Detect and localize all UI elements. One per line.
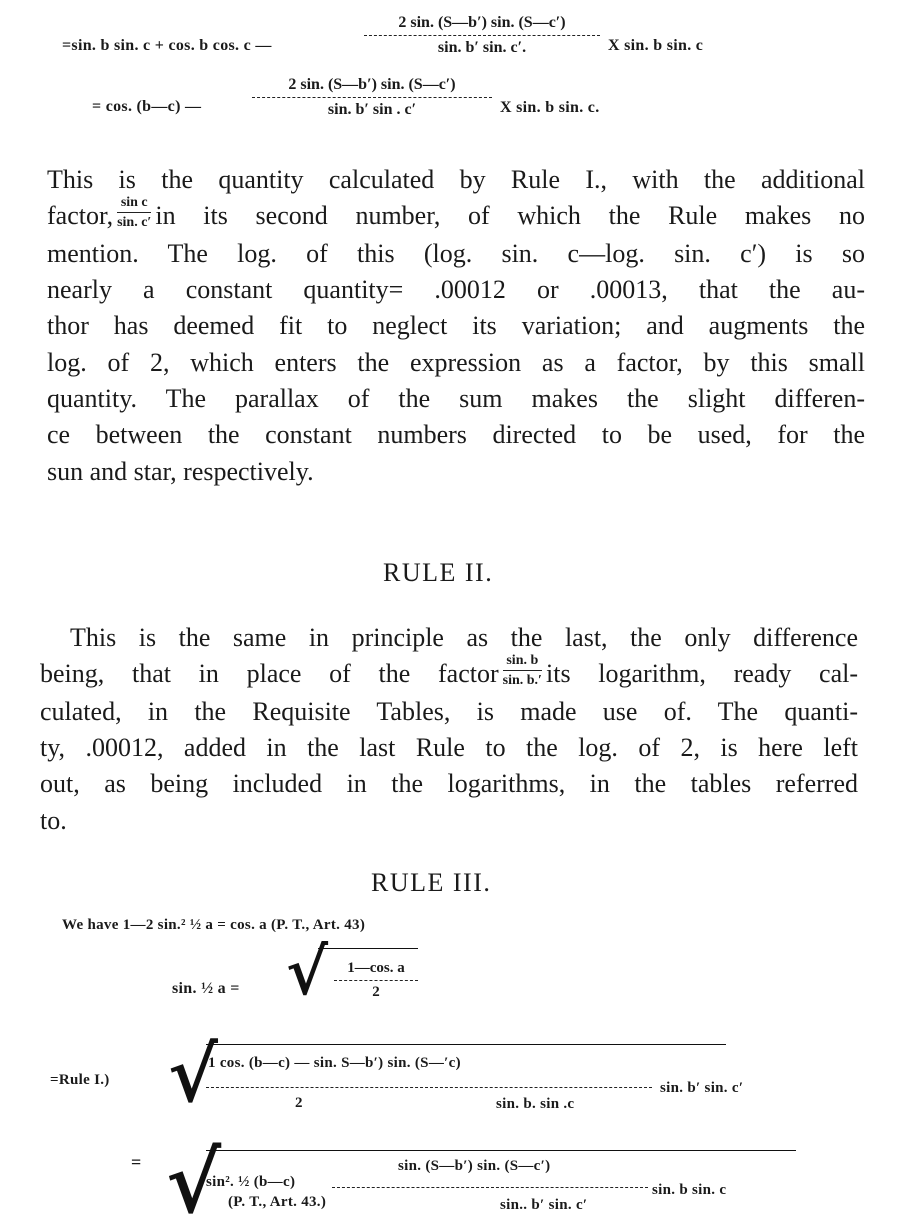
- fraction-bar: [334, 980, 418, 981]
- paragraph-rule-one-commentary: [47, 162, 865, 490]
- fraction-numerator: sin. b: [506, 652, 539, 668]
- square-root-icon: √: [166, 1133, 222, 1232]
- text-line: out, as being included in the logarithms, in the tables referred: [40, 769, 858, 799]
- text-fragment: its logarithm, ready cal-: [546, 659, 858, 689]
- fraction-numerator: 2 sin. (S—b′) sin. (S—c′): [398, 14, 566, 31]
- text-line: [40, 652, 858, 694]
- fraction-denominator: 2: [372, 984, 380, 1000]
- equation-final-denominator: sin.. b′ sin. c′: [500, 1197, 588, 1213]
- text-line: ty, .00012, added in the last Rule to the log. of 2, is here left: [40, 733, 858, 763]
- equation-final-numerator: sin. (S—b′) sin. (S—c′): [398, 1158, 551, 1174]
- equation-rule-one-numerator: 1 cos. (b—c) — sin. S—b′) sin. (S—′c): [208, 1055, 461, 1071]
- equation-top-rhs-2: X sin. b sin. c.: [500, 99, 600, 116]
- fraction-bar: [364, 35, 600, 36]
- square-root-icon: √: [286, 935, 329, 1010]
- radical-vinculum: [206, 1150, 796, 1151]
- text-line: to.: [40, 805, 67, 835]
- square-root-icon: √: [168, 1030, 218, 1119]
- equation-final-lhs: =: [131, 1152, 142, 1172]
- text-line: ce between the constant numbers directed to be used, for the: [47, 420, 865, 450]
- inline-fraction: [503, 653, 542, 688]
- equation-rule-one-denominator-right: sin. b. sin .c: [496, 1096, 575, 1112]
- text-fragment: being, that in place of the factor: [40, 659, 499, 689]
- text-line: culated, in the Requisite Tables, is made use of. The quanti-: [40, 696, 858, 726]
- equation-top-lhs-1: =sin. b sin. c + cos. b cos. c —: [62, 37, 272, 54]
- equation-rule-one-tail: sin. b′ sin. c′: [660, 1080, 744, 1096]
- text-line: nearly a constant quantity= .00012 or .00013, that the au-: [47, 275, 865, 305]
- paragraph-rule-two-commentary: [40, 620, 858, 839]
- equation-top-lhs-2: = cos. (b—c) —: [92, 98, 202, 115]
- text-line: [40, 620, 858, 656]
- text-line: thor has deemed fit to neglect its variation; and augments the: [47, 311, 865, 341]
- fraction-numerator: sin c: [120, 194, 148, 210]
- equation-top-rhs-1: X sin. b sin. c: [608, 37, 704, 54]
- radical-vinculum: [206, 1044, 726, 1045]
- inline-fraction: [117, 195, 151, 230]
- equation-identity: We have 1—2 sin.² ½ a = cos. a (P. T., Art. 43): [62, 917, 366, 933]
- fraction-denominator: sin. b′ sin . c′: [327, 101, 417, 118]
- equation-rule-one-lhs: =Rule I.): [50, 1072, 110, 1088]
- fraction-numerator: 1—cos. a: [347, 960, 405, 976]
- leader-dashes: [332, 1187, 648, 1188]
- equation-top-fraction-2: [252, 76, 492, 119]
- fraction-denominator: sin. b′ sin. c′.: [437, 39, 527, 56]
- fraction-bar: [117, 212, 151, 213]
- equation-half-angle-lhs: sin. ½ a =: [172, 980, 240, 997]
- equation-top-fraction-1: [364, 14, 600, 57]
- text-fragment: factor,: [47, 201, 114, 231]
- equation-rule-one-denominator-left: 2: [295, 1095, 303, 1111]
- fraction-bar: [252, 97, 492, 98]
- text-fragment: This is the same in principle as the last, the only difference: [70, 623, 858, 652]
- equation-final-left-term: sin². ½ (b—c): [206, 1174, 296, 1190]
- section-heading-rule-three: RULE III.: [371, 868, 492, 897]
- equation-final-tail: sin. b sin. c: [652, 1182, 727, 1198]
- fraction-numerator: 2 sin. (S—b′) sin. (S—c′): [288, 76, 456, 93]
- section-heading-rule-two: RULE II.: [383, 558, 494, 587]
- text-line: sun and star, respectively.: [47, 456, 314, 486]
- fraction-denominator: sin. c′: [117, 214, 152, 230]
- text-line: mention. The log. of this (log. sin. c—log. sin. c′) is so: [47, 238, 865, 268]
- equation-final-reference: (P. T., Art. 43.): [228, 1194, 327, 1210]
- text-line: log. of 2, which enters the expression as a factor, by this small: [47, 347, 865, 377]
- text-line: [47, 194, 865, 236]
- equation-half-angle-fraction: [334, 960, 418, 1001]
- radical-vinculum: [318, 948, 418, 949]
- fraction-denominator: sin. b.′: [502, 672, 542, 688]
- text-fragment: in its second number, of which the Rule makes no: [155, 201, 865, 231]
- text-line: quantity. The parallax of the sum makes the slight differen-: [47, 384, 865, 414]
- fraction-bar: [503, 670, 542, 671]
- text-line: This is the quantity calculated by Rule I., with the additional: [47, 165, 865, 194]
- fraction-bar: [206, 1087, 652, 1088]
